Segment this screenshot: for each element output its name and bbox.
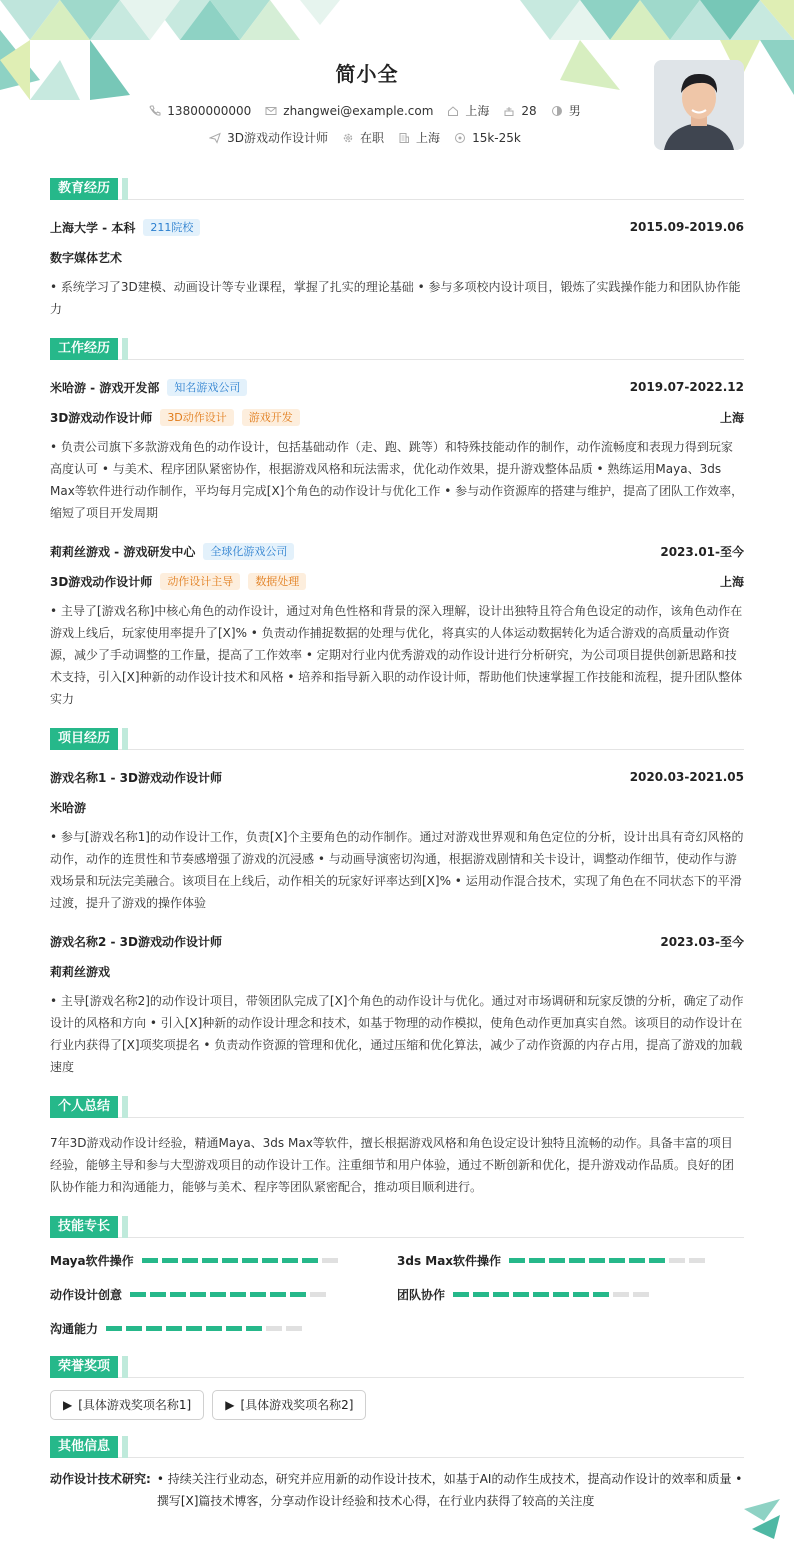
skill-level-filled bbox=[262, 1258, 278, 1263]
skill-name: Maya软件操作 bbox=[50, 1253, 134, 1268]
section-header bbox=[50, 338, 744, 360]
skill-level-filled bbox=[162, 1258, 178, 1263]
skill-item bbox=[397, 1284, 744, 1304]
skills-section bbox=[50, 1216, 744, 1338]
work-headline bbox=[50, 536, 744, 566]
play-icon: ▶ bbox=[63, 1398, 73, 1412]
project-org: 莉莉丝游戏 bbox=[50, 964, 111, 979]
role-line bbox=[50, 402, 744, 432]
project-date: 2020.03-2021.05 bbox=[629, 770, 744, 784]
skill-level-empty bbox=[310, 1292, 326, 1297]
work-city: 上海 bbox=[719, 410, 744, 425]
section-title: 工作经历 bbox=[50, 338, 118, 360]
skill-tag: 动作设计主导 bbox=[160, 573, 240, 590]
building-icon bbox=[398, 132, 410, 144]
section-title: 项目经历 bbox=[50, 728, 118, 750]
project-headline bbox=[50, 762, 744, 792]
skill-level-filled bbox=[589, 1258, 605, 1263]
skill-level-filled bbox=[190, 1292, 206, 1297]
role-name: 3D游戏动作设计师 bbox=[50, 574, 153, 589]
skill-tag: 3D动作设计 bbox=[160, 409, 233, 426]
skill-level-filled bbox=[549, 1258, 565, 1263]
project-section bbox=[50, 728, 744, 1078]
project-desc: • 主导[游戏名称2]的动作设计项目，带领团队完成了[X]个角色的动作设计与优化。通过对市场调研和玩家反馈的分析，确定了动作设计的风格和方向 • 引入[X]种新的动作设计理念和技术，如基于物理的动作模拟，使角色动作更加真实自然。该项目的动作设计在行业内获得了[X]项奖项提名 • 负责动作资源的管理和优化，通过压缩和优化算法，减少了动作资源的内存占用，提高了游戏的加载速度 bbox=[50, 994, 744, 1074]
skill-level-empty bbox=[266, 1326, 282, 1331]
skill-level-empty bbox=[689, 1258, 705, 1263]
work-desc: • 主导了[游戏名称]中核心角色的动作设计，通过对角色性格和背景的深入理解，设计出独特且符合角色设定的动作，该角色动作在游戏上线后，玩家使用率提升了[X]% • 负责动作捕捉数据的处理与优化，将真实的人体运动数据转化为适合游戏的高质量动作资源，减少了手动调整的工作量，提高了工作效率 • 定期对行业内优秀游戏的动作设计进行分析研究，为公司项目提供创新思路和技术支持，引入[X]种新的动作设计技术和风格 • 培养和指导新入职的动作设计师，帮助他们快速掌握工作技能和流程，提升团队整体实力 bbox=[50, 604, 743, 706]
project-org: 米哈游 bbox=[50, 800, 87, 815]
education-section bbox=[50, 178, 744, 320]
skill-level-bar bbox=[453, 1292, 649, 1297]
coin-icon bbox=[454, 132, 466, 144]
skill-level-filled bbox=[126, 1326, 142, 1331]
salary-info: 15k-25k bbox=[454, 129, 521, 146]
phone-icon bbox=[149, 105, 161, 117]
project-name: 游戏名称1 - 3D游戏动作设计师 bbox=[50, 770, 222, 785]
role-line bbox=[50, 566, 744, 596]
other-info-row bbox=[50, 1468, 744, 1512]
phone-info: 13800000000 bbox=[149, 102, 251, 119]
skill-name: 3ds Max软件操作 bbox=[397, 1253, 502, 1268]
skill-level-filled bbox=[130, 1292, 146, 1297]
work-section bbox=[50, 338, 744, 710]
project-desc: • 参与[游戏名称1]的动作设计工作，负责[X]个主要角色的动作制作。通过对游戏世界观和角色定位的分析，设计出具有奇幻风格的动作，动作的连贯性和节奏感增强了游戏的沉浸感 • 与动画导演密切沟通，根据游戏剧情和关卡设计，调整动作细节，使动作与游戏场景和玩法完美融合。该项目在上线后，动作相关的玩家好评率达到[X]% • 运用动作混合技术，实现了角色在不同状态下的平滑过渡，提升了游戏的操作体验 bbox=[50, 830, 744, 910]
education-headline bbox=[50, 212, 744, 242]
skill-level-filled bbox=[230, 1292, 246, 1297]
send-icon bbox=[209, 132, 221, 144]
summary-text: 7年3D游戏动作设计经验，精通Maya、3ds Max等软件，擅长根据游戏风格和角色设定设计独特且流畅的动作。具备丰富的项目经验，能够主导和参与大型游戏项目的动作设计工作。注重细节和用户体验，通过不断创新和优化，提升游戏动作品质。良好的团队协作能力和沟通能力，能够与美术、程序等团队紧密配合，推动项目顺利进行。 bbox=[50, 1136, 735, 1194]
play-icon: ▶ bbox=[225, 1398, 235, 1412]
skill-level-filled bbox=[529, 1258, 545, 1263]
skill-level-filled bbox=[166, 1326, 182, 1331]
skill-level-filled bbox=[290, 1292, 306, 1297]
skill-level-filled bbox=[573, 1292, 589, 1297]
skill-level-bar bbox=[130, 1292, 326, 1297]
skill-tag: 游戏开发 bbox=[242, 409, 300, 426]
skill-level-filled bbox=[222, 1258, 238, 1263]
awards-list bbox=[50, 1390, 744, 1420]
skill-tag: 数据处理 bbox=[248, 573, 306, 590]
section-header bbox=[50, 178, 744, 200]
work-item bbox=[50, 536, 744, 710]
skill-level-filled bbox=[242, 1258, 258, 1263]
resume-header bbox=[0, 0, 794, 170]
work-desc: • 负责公司旗下多款游戏角色的动作设计，包括基础动作（走、跑、跳等）和特殊技能动作的制作，动作流畅度和表现力得到玩家高度认可 • 与美术、程序团队紧密协作，根据游戏风格和玩法需求，优化动作效果，提升游戏整体品质 • 熟练运用Maya、3ds Max等软件进行动作制作，平均每月完成[X]个角色的动作设计与优化工作 • 参与动作资源库的搭建与维护，提高了团队工作效率，缩短了项目开发周期 bbox=[50, 440, 744, 520]
candidate-name: 简小全 bbox=[335, 62, 399, 86]
section-title: 教育经历 bbox=[50, 178, 118, 200]
avatar bbox=[654, 60, 744, 150]
major-line bbox=[50, 242, 744, 272]
company-tag: 全球化游戏公司 bbox=[203, 543, 294, 560]
major: 数字媒体艺术 bbox=[50, 250, 123, 265]
skill-level-filled bbox=[533, 1292, 549, 1297]
honors-section bbox=[50, 1356, 744, 1420]
skill-level-filled bbox=[150, 1292, 166, 1297]
city-info: 上海 bbox=[447, 102, 489, 119]
contact-info bbox=[0, 102, 730, 119]
award-item[interactable]: ▶ [具体游戏奖项名称2] bbox=[212, 1390, 366, 1420]
skill-level-bar bbox=[509, 1258, 705, 1263]
summary-section bbox=[50, 1096, 744, 1198]
other-section bbox=[50, 1436, 744, 1512]
skill-level-filled bbox=[513, 1292, 529, 1297]
award-item[interactable]: ▶ [具体游戏奖项名称1] bbox=[50, 1390, 204, 1420]
skill-level-filled bbox=[146, 1326, 162, 1331]
education-desc: • 系统学习了3D建模、动画设计等专业课程，掌握了扎实的理论基础 • 参与多项校内设计项目，锻炼了实践操作能力和团队协作能力 bbox=[50, 280, 741, 316]
email-info: zhangwei@example.com bbox=[265, 102, 433, 119]
skill-level-empty bbox=[669, 1258, 685, 1263]
skill-level-filled bbox=[282, 1258, 298, 1263]
job-intent-info bbox=[0, 129, 730, 146]
company-tag: 知名游戏公司 bbox=[167, 379, 247, 396]
work-item bbox=[50, 372, 744, 524]
avatar-portrait bbox=[654, 60, 744, 150]
home-icon bbox=[447, 105, 459, 117]
project-org-line bbox=[50, 792, 744, 822]
other-text: • 持续关注行业动态，研究并应用新的动作设计技术，如基于AI的动作生成技术，提高动作设计的效率和质量 • 撰写[X]篇技术博客，分享动作设计经验和技术心得，在行业内获得了较高的关注度 bbox=[156, 1472, 743, 1508]
skill-level-filled bbox=[302, 1258, 318, 1263]
gear-icon bbox=[342, 132, 354, 144]
skill-level-empty bbox=[322, 1258, 338, 1263]
skill-level-bar bbox=[142, 1258, 338, 1263]
skill-level-filled bbox=[142, 1258, 158, 1263]
work-date: 2023.01-至今 bbox=[660, 544, 744, 559]
other-label: 动作设计技术研究: bbox=[50, 1472, 151, 1486]
skill-level-filled bbox=[186, 1326, 202, 1331]
skill-level-filled bbox=[493, 1292, 509, 1297]
skill-item bbox=[50, 1250, 397, 1270]
company-name: 米哈游 - 游戏开发部 bbox=[50, 380, 160, 395]
skill-name: 团队协作 bbox=[397, 1287, 446, 1302]
skill-name: 动作设计创意 bbox=[50, 1287, 123, 1302]
skill-level-filled bbox=[569, 1258, 585, 1263]
skill-level-filled bbox=[106, 1326, 122, 1331]
education-date: 2015.09-2019.06 bbox=[629, 220, 744, 234]
skill-item bbox=[50, 1318, 397, 1338]
skill-level-filled bbox=[593, 1292, 609, 1297]
gender-info: 男 bbox=[551, 102, 581, 119]
project-date: 2023.03-至今 bbox=[660, 934, 744, 949]
skill-level-empty bbox=[613, 1292, 629, 1297]
project-org-line bbox=[50, 956, 744, 986]
skill-item bbox=[50, 1284, 397, 1304]
skill-item bbox=[397, 1250, 744, 1270]
section-title: 其他信息 bbox=[50, 1436, 118, 1458]
status-info: 在职 bbox=[342, 129, 384, 146]
skill-level-filled bbox=[473, 1292, 489, 1297]
section-header bbox=[50, 1436, 744, 1458]
skill-level-empty bbox=[286, 1326, 302, 1331]
cake-icon bbox=[503, 105, 515, 117]
company-name: 莉莉丝游戏 - 游戏研发中心 bbox=[50, 544, 196, 559]
section-header bbox=[50, 1356, 744, 1378]
work-date: 2019.07-2022.12 bbox=[629, 380, 744, 394]
skill-level-filled bbox=[250, 1292, 266, 1297]
age-info: 28 bbox=[503, 102, 536, 119]
section-header bbox=[50, 1096, 744, 1118]
skill-level-filled bbox=[170, 1292, 186, 1297]
job-target-info: 3D游戏动作设计师 bbox=[209, 129, 328, 146]
skill-name: 沟通能力 bbox=[50, 1321, 99, 1336]
skills-list bbox=[50, 1250, 744, 1338]
section-header bbox=[50, 1216, 744, 1238]
skill-level-bar bbox=[106, 1326, 302, 1331]
project-item bbox=[50, 762, 744, 914]
project-item bbox=[50, 926, 744, 1078]
section-header bbox=[50, 728, 744, 750]
skill-level-filled bbox=[609, 1258, 625, 1263]
section-title: 个人总结 bbox=[50, 1096, 118, 1118]
skill-level-filled bbox=[206, 1326, 222, 1331]
section-title: 技能专长 bbox=[50, 1216, 118, 1238]
skill-level-filled bbox=[182, 1258, 198, 1263]
skill-level-filled bbox=[202, 1258, 218, 1263]
project-headline bbox=[50, 926, 744, 956]
skill-level-filled bbox=[649, 1258, 665, 1263]
skill-level-filled bbox=[210, 1292, 226, 1297]
skill-level-empty bbox=[633, 1292, 649, 1297]
project-name: 游戏名称2 - 3D游戏动作设计师 bbox=[50, 934, 222, 949]
work-headline bbox=[50, 372, 744, 402]
skill-level-filled bbox=[270, 1292, 286, 1297]
skill-level-filled bbox=[246, 1326, 262, 1331]
skill-level-filled bbox=[629, 1258, 645, 1263]
skill-level-filled bbox=[226, 1326, 242, 1331]
user-icon bbox=[551, 105, 563, 117]
skill-level-filled bbox=[509, 1258, 525, 1263]
resume-body bbox=[0, 178, 794, 1512]
target-city-info: 上海 bbox=[398, 129, 440, 146]
skill-level-filled bbox=[453, 1292, 469, 1297]
section-title: 荣誉奖项 bbox=[50, 1356, 118, 1378]
role-name: 3D游戏动作设计师 bbox=[50, 410, 153, 425]
mail-icon bbox=[265, 105, 277, 117]
school-tag: 211院校 bbox=[143, 219, 200, 236]
skill-level-filled bbox=[553, 1292, 569, 1297]
school-name: 上海大学 - 本科 bbox=[50, 220, 136, 235]
work-city: 上海 bbox=[719, 574, 744, 589]
